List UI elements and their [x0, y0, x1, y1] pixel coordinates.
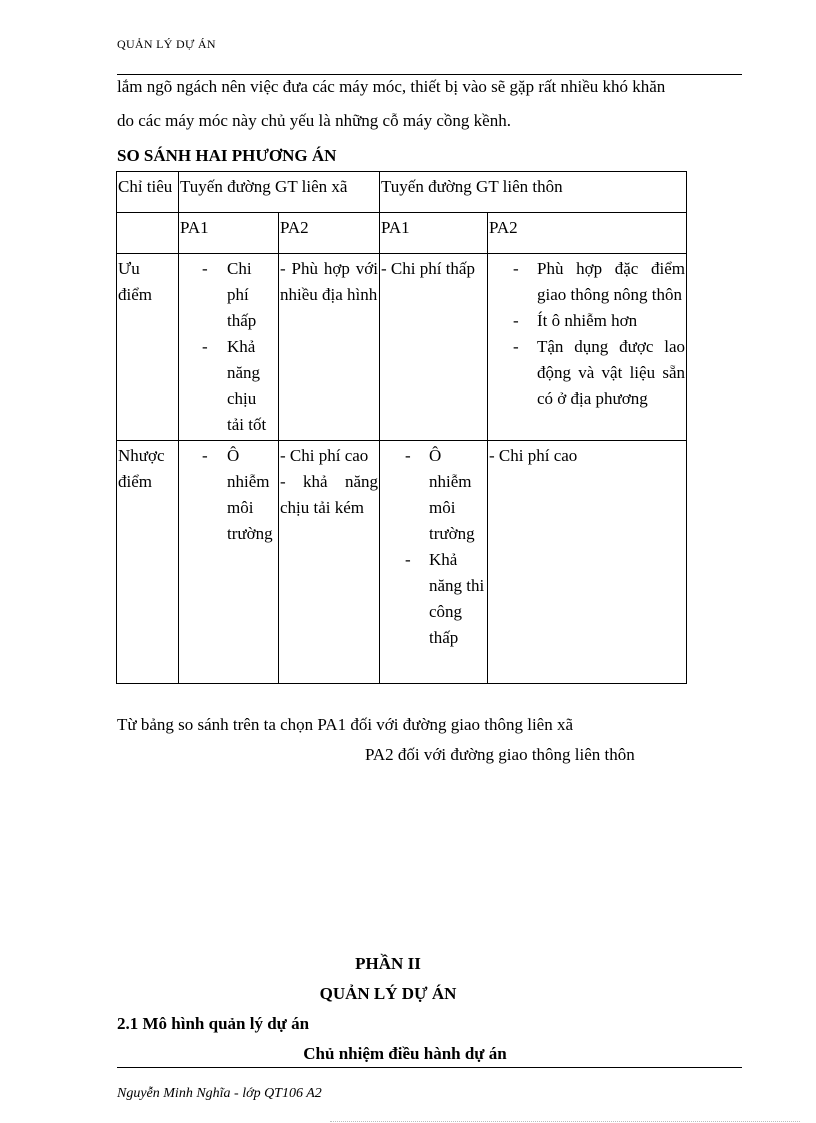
subheader-pa2-commune: PA2 [279, 213, 380, 254]
list-item: - khả năng chịu tải kém [280, 472, 378, 517]
conclusion-line-2: PA2 đối với đường giao thông liên thôn [365, 745, 635, 764]
header-village-road: Tuyến đường GT liên thôn [380, 172, 687, 213]
part-number: PHẦN II [355, 954, 421, 973]
header-commune-road: Tuyến đường GT liên xã [179, 172, 380, 213]
subsection-heading: 2.1 Mô hình quản lý dự án [117, 1014, 310, 1033]
advantages-pa2-village [488, 254, 687, 441]
table-row-disadvantages [117, 441, 687, 684]
header-criteria: Chỉ tiêu [117, 172, 179, 213]
running-header-title: QUẢN LÝ DỰ ÁN [117, 37, 216, 51]
disadvantages-pa1-commune [179, 441, 279, 684]
advantages-pa1-commune [179, 254, 279, 441]
disadvantages-pa2-commune [279, 441, 380, 684]
section-heading: SO SÁNH HAI PHƯƠNG ÁN [117, 146, 337, 165]
disadvantages-pa1-village [380, 441, 488, 684]
list-item: - Tận dụng được lao động và vật liệu sẵn có ở địa phương [489, 334, 685, 412]
subheader-pa1-commune: PA1 [179, 213, 279, 254]
advantages-pa1-village: - Chi phí thấp [380, 254, 488, 441]
header-rule [117, 74, 742, 75]
subheader-pa2-village: PA2 [488, 213, 687, 254]
list-item: - Khả năng chịu tải tốt [180, 334, 277, 438]
intro-line-1: lắm ngõ ngách nên việc đưa các máy móc, thiết bị vào sẽ gặp rất nhiều khó khăn [117, 77, 666, 96]
diagram-top-node: Chủ nhiệm điều hành dự án [303, 1044, 507, 1063]
advantages-pa2-commune: - Phù hợp với nhiều địa hình [279, 254, 380, 441]
footer-author: Nguyễn Minh Nghĩa - lớp QT106 A2 [117, 1086, 322, 1101]
table-header-row [117, 172, 687, 213]
table-row-advantages [117, 254, 687, 441]
list-item: - Chi phí cao [280, 446, 369, 465]
part-title: QUẢN LÝ DỰ ÁN [319, 984, 457, 1003]
footer-dotted-rule [330, 1121, 800, 1122]
subheader-blank [117, 213, 179, 254]
list-item: - Khả năng thi công thấp [381, 547, 486, 651]
list-item: - Ô nhiễm môi trường [381, 443, 486, 547]
table-subheader-row [117, 213, 687, 254]
list-item: - Chi phí thấp [180, 256, 277, 334]
footer-rule [117, 1067, 742, 1068]
row-label-advantages: Ưu điểm [117, 254, 179, 441]
list-item: - Ít ô nhiễm hơn [489, 308, 685, 334]
disadvantages-pa2-village: - Chi phí cao [488, 441, 687, 684]
comparison-table [116, 171, 687, 684]
row-label-disadvantages: Nhược điểm [117, 441, 179, 684]
intro-line-2: do các máy móc này chủ yếu là những cỗ máy cồng kềnh. [117, 111, 511, 130]
list-item: - Phù hợp đặc điểm giao thông nông thôn [489, 256, 685, 308]
subheader-pa1-village: PA1 [380, 213, 488, 254]
list-item: - Ô nhiễm môi trường [180, 443, 277, 547]
conclusion-line-1: Từ bảng so sánh trên ta chọn PA1 đối với đường giao thông liên xã [117, 715, 574, 734]
